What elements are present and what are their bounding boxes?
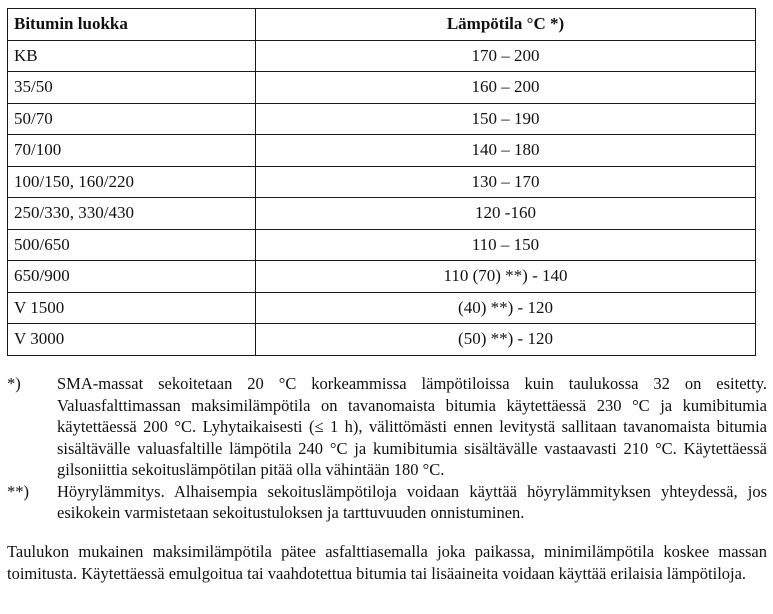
grade-cell: 650/900 [8, 261, 256, 293]
temperature-cell: 140 – 180 [256, 135, 756, 167]
table-row [8, 135, 756, 167]
temperature-cell: 110 – 150 [256, 229, 756, 261]
grade-cell: V 1500 [8, 292, 256, 324]
grade-cell: 100/150, 160/220 [8, 166, 256, 198]
footnote-marker: *) [7, 374, 21, 393]
table-row [8, 198, 756, 230]
footnotes [7, 373, 767, 524]
table-row [8, 103, 756, 135]
temperature-cell: 150 – 190 [256, 103, 756, 135]
table-row [8, 292, 756, 324]
grade-cell: 250/330, 330/430 [8, 198, 256, 230]
temperature-cell: 170 – 200 [256, 40, 756, 72]
grade-cell: 35/50 [8, 72, 256, 104]
footnote-marker: **) [7, 481, 29, 501]
footnote-text: SMA-massat sekoitetaan 20 °C korkeammissa lämpötiloissa kuin taulukossa 32 on esitetty. Valuasfalttimassan maksimilämpötila on tavanomaista bitumia käytettäessä 230 °C ja kumibitumia käytettäessä 200 °C. Lyhytaikaisesti (≤ 1 h), välittömästi ennen levitystä sallitaan tavanomaista bitumia sisältävälle valuasfaltille lämpötila 240 °C ja kumibitumia sisältävälle vastaavasti 210 °C. Käytettäessä gilsoniittia sekoituslämpötilan pitää olla vähintään 180 °C. [57, 374, 767, 479]
closing-paragraph: Taulukon mukainen maksimilämpötila pätee asfalttiasemalla joka paikassa, minimilämpötila koskee massan toimitusta. Käytettäessä emulgoitua tai vaahdotettua bitumia tai lisäaineita voidaan käyttää erilaisia lämpötiloja. [7, 542, 767, 583]
table-row [8, 72, 756, 104]
table-row [8, 40, 756, 72]
grade-cell: 50/70 [8, 103, 256, 135]
temperature-cell: 120 -160 [256, 198, 756, 230]
table-row [8, 261, 756, 293]
table-header-row [8, 9, 756, 41]
header-bitumen-grade: Bitumin luokka [8, 9, 256, 41]
temperature-cell: 160 – 200 [256, 72, 756, 104]
header-temperature: Lämpötila °C *) [256, 9, 756, 41]
bitumen-temperature-table [7, 8, 756, 356]
table-row [8, 166, 756, 198]
grade-cell: V 3000 [8, 324, 256, 356]
footnote-single-asterisk [7, 373, 767, 481]
grade-cell: 70/100 [8, 135, 256, 167]
temperature-cell: 110 (70) **) - 140 [256, 261, 756, 293]
footnote-double-asterisk [7, 481, 767, 524]
grade-cell: 500/650 [8, 229, 256, 261]
grade-cell: KB [8, 40, 256, 72]
table-row [8, 229, 756, 261]
temperature-cell: (40) **) - 120 [256, 292, 756, 324]
footnote-text: Höyrylämmitys. Alhaisempia sekoituslämpötiloja voidaan käyttää höyrylämmityksen yhteydessä, jos esikokein varmistetaan sekoitustuloksen ja tarttuvuuden onnistuminen. [57, 481, 767, 522]
temperature-cell: 130 – 170 [256, 166, 756, 198]
table-row [8, 324, 756, 356]
temperature-cell: (50) **) - 120 [256, 324, 756, 356]
